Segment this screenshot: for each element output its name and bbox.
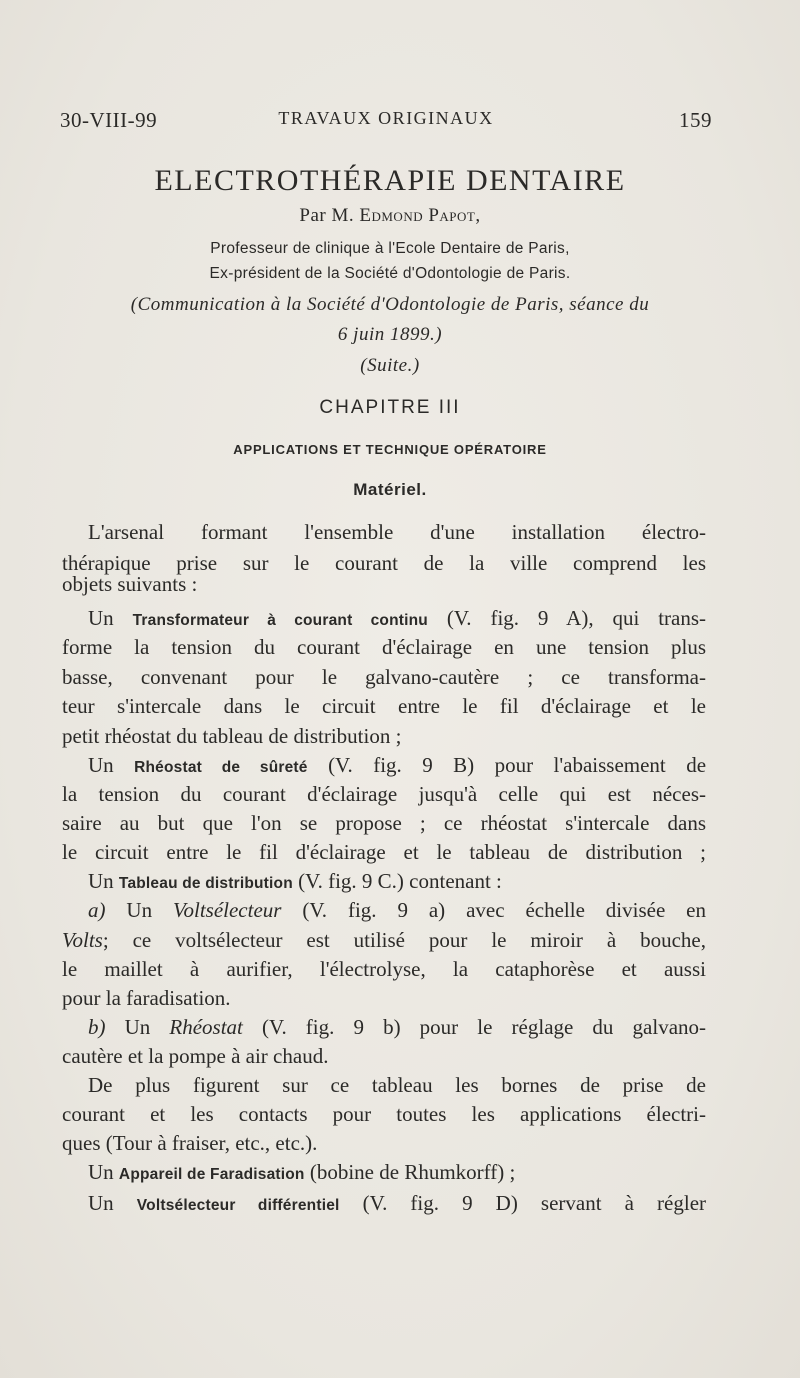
text-run: Un (88, 606, 114, 630)
text-run: (V. fig. 9 b) pour le réglage du galvano- (262, 1015, 707, 1039)
body-line (62, 926, 706, 955)
text-run: Un (88, 1160, 114, 1184)
author-name: Edmond Papot, (359, 205, 481, 226)
body-line: le maillet à aurifier, l'électrolyse, la cataphorèse et aussi (62, 957, 706, 981)
text-run: (V. fig. 9 D) servant à régler (362, 1191, 707, 1215)
author-affiliation-2: Ex-président de la Société d'Odontologie de Paris. (209, 265, 571, 282)
body-line (88, 604, 706, 633)
body-line: thérapique prise sur le courant de la ville comprend les (62, 551, 706, 575)
text-run: (V. fig. 9 a) avec échelle divisée en (302, 898, 707, 922)
body-line: forme la tension du courant d'éclairage en une tension plus (62, 635, 706, 659)
communication-note-1: (Communication à la Société d'Odontologie de Paris, séance du (130, 294, 650, 315)
body-line: petit rhéostat du tableau de distribution ; (62, 724, 402, 748)
body-line (88, 751, 706, 780)
communication-note-2: 6 juin 1899.) (337, 324, 443, 345)
section-heading: Matériel. (353, 480, 427, 499)
section-header: TRAVAUX ORIGINAUX (278, 108, 494, 128)
body-line: cautère et la pompe à air chaud. (62, 1044, 329, 1068)
body-line: pour la faradisation. (62, 986, 231, 1010)
body-line: L'arsenal formant l'ensemble d'une installation électro- (88, 520, 706, 544)
italic-term: Voltsélecteur (172, 898, 282, 922)
article-title: ELECTROTHÉRAPIE DENTAIRE (154, 164, 626, 197)
text-run: (V. fig. 9 C.) contenant : (298, 869, 502, 893)
text-run: Un (88, 869, 114, 893)
byline (0, 205, 780, 227)
body-line: saire au but que l'on se propose ; ce rhéostat s'intercale dans (62, 811, 706, 835)
text-run: (V. fig. 9 B) pour l'abaissement de (328, 753, 707, 777)
body-line: objets suivants : (62, 572, 198, 596)
body-line: basse, convenant pour le galvano-cautère ; ce transforma- (62, 665, 706, 689)
text-run: (V. fig. 9 A), qui trans- (446, 606, 707, 630)
text-run: Un (88, 753, 114, 777)
text-run: Un (88, 1191, 114, 1215)
text-run: ; ce voltsélecteur est utilisé pour le miroir à bouche, (102, 928, 706, 952)
suite-note: (Suite.) (360, 355, 420, 376)
body-line (88, 896, 706, 925)
page-number: 159 (679, 108, 712, 132)
body-line: ques (Tour à fraiser, etc., etc.). (62, 1131, 318, 1155)
body-line: De plus figurent sur ce tableau les bornes de prise de (88, 1073, 706, 1097)
author-affiliation-1: Professeur de clinique à l'Ecole Dentaire de Paris, (210, 240, 570, 257)
body-line: la tension du courant d'éclairage jusqu'à celle qui est néces- (62, 782, 706, 806)
chapter-heading: CHAPITRE III (319, 397, 461, 418)
body-line: teur s'intercale dans le circuit entre le fil d'éclairage et le (62, 694, 706, 718)
body-line (88, 1158, 706, 1187)
text-run: Un (124, 1015, 151, 1039)
list-marker: b) (88, 1015, 106, 1039)
list-marker: a) (88, 898, 106, 922)
equipment-term: Rhéostat de sûreté (134, 759, 308, 776)
equipment-term: Voltsélecteur différentiel (136, 1197, 340, 1214)
body-line (88, 867, 706, 896)
italic-term: Rhéostat (169, 1015, 243, 1039)
text-run: Un (126, 898, 153, 922)
text-run: (bobine de Rhumkorff) ; (309, 1160, 516, 1184)
issue-date: 30-VIII-99 (60, 108, 158, 132)
body-line: courant et les contacts pour toutes les applications électri- (62, 1102, 706, 1126)
body-line (88, 1013, 706, 1042)
body-line (88, 1189, 706, 1218)
byline-prefix: Par M. (299, 205, 355, 226)
equipment-term: Transformateur à courant continu (132, 612, 428, 629)
body-line: le circuit entre le fil d'éclairage et le tableau de distribution ; (62, 840, 706, 864)
italic-term: Volts (62, 928, 103, 952)
running-header (60, 108, 712, 138)
chapter-subtitle: APPLICATIONS ET TECHNIQUE OPÉRATOIRE (233, 442, 547, 457)
equipment-term: Tableau de distribution (118, 875, 293, 892)
equipment-term: Appareil de Faradisation (118, 1166, 305, 1183)
